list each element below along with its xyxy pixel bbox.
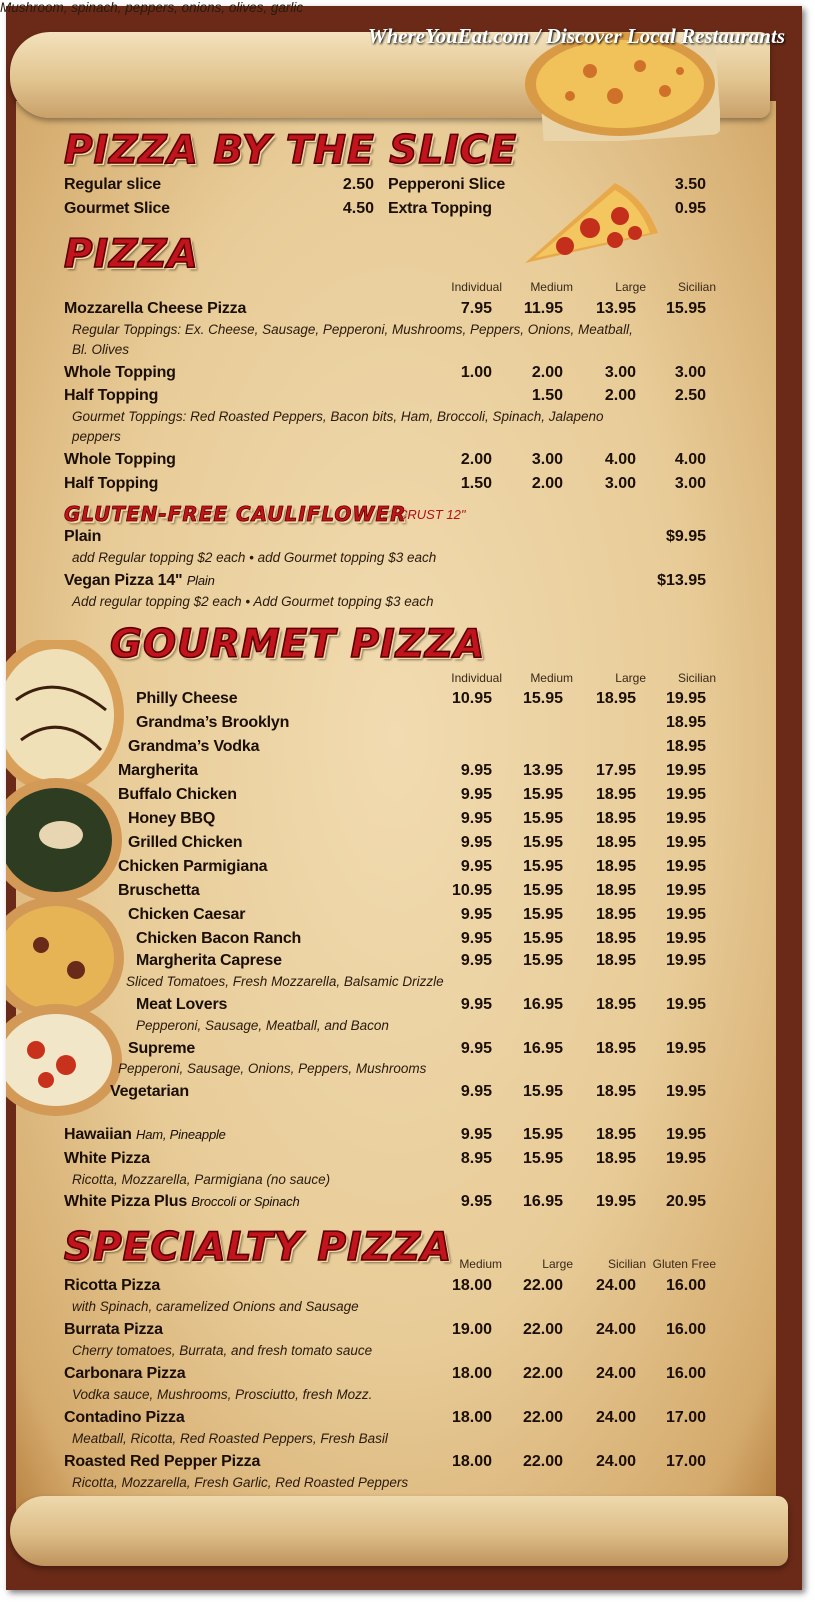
specialty-price: 22.00 (522, 1321, 563, 1338)
gourmet-price: 19.95 (665, 952, 706, 969)
price-large: 3.00 (604, 475, 636, 492)
specialty-item-name: Ricotta Pizza (64, 1277, 161, 1294)
toppings-note-cont: Bl. Olives (72, 342, 130, 357)
gourmet-price: 19.95 (665, 930, 706, 947)
gourmet-price: 15.95 (522, 690, 563, 707)
item-name: Supreme (128, 1040, 196, 1057)
item-name: Chicken Parmigiana (118, 858, 268, 875)
specialty-item-name: Burrata Pizza (64, 1321, 163, 1338)
item-name: Vegetarian (110, 1083, 189, 1100)
gourmet-item-name (136, 714, 289, 732)
site-banner[interactable]: WhereYouEat.com / Discover Local Restaurants (367, 24, 785, 48)
specialty-price: 16.00 (665, 1321, 706, 1338)
price-individual: 1.50 (460, 475, 492, 492)
gourmet-price: 19.95 (665, 1040, 706, 1057)
specialty-price: 24.00 (595, 1409, 636, 1426)
item-name: Whole Topping (64, 364, 176, 381)
item-name: Chicken Bacon Ranch (136, 930, 302, 947)
gourmet-item-name (136, 996, 227, 1014)
gourmet-price: 19.95 (665, 834, 706, 851)
gourmet-price: 13.95 (522, 762, 563, 779)
gourmet-item-name (118, 858, 267, 876)
specialty-item-name: Roasted Red Pepper Pizza (64, 1453, 261, 1470)
gourmet-price: 18.95 (595, 1040, 636, 1057)
gourmet-price: 8.95 (460, 1150, 492, 1167)
gourmet-price: 18.95 (595, 1150, 636, 1167)
gluten-free-title: GLUTEN-FREE CAULIFLOWER (64, 502, 407, 526)
column-header: Large (615, 671, 646, 685)
gourmet-item-name (118, 786, 237, 804)
item-name: Vegan Pizza 14" (64, 572, 183, 589)
item-name: Plain (64, 528, 102, 545)
item-aside: Broccoli or Spinach (191, 1194, 300, 1209)
item-name: Regular slice (64, 176, 162, 193)
price-large: 2.00 (604, 387, 636, 404)
item-name-row (64, 572, 215, 590)
specialty-item-desc: Vodka sauce, Mushrooms, Prosciutto, fresh Mozz. (72, 1387, 373, 1402)
column-header: Gluten Free (652, 1257, 716, 1271)
gourmet-item-name (128, 906, 245, 924)
gourmet-item-name (64, 1150, 150, 1168)
gourmet-price: 9.95 (460, 762, 492, 779)
specialty-price: 22.00 (522, 1409, 563, 1426)
gourmet-price: 15.95 (522, 858, 563, 875)
gourmet-item-desc: Pepperoni, Sausage, Onions, Peppers, Mushrooms (118, 1061, 427, 1076)
gourmet-section-title: GOURMET PIZZA (110, 622, 486, 667)
gourmet-price: 19.95 (665, 810, 706, 827)
gourmet-price: 9.95 (460, 952, 492, 969)
price-medium: 2.00 (531, 364, 563, 381)
specialty-price: 24.00 (595, 1365, 636, 1382)
specialty-price: 22.00 (522, 1453, 563, 1470)
gourmet-price: 18.95 (595, 858, 636, 875)
gourmet-item-name (64, 1193, 300, 1211)
item-aside: Ham, Pineapple (136, 1127, 226, 1142)
item-name: Meat Lovers (136, 996, 228, 1013)
gourmet-price: 9.95 (460, 930, 492, 947)
gourmet-price: 19.95 (665, 996, 706, 1013)
slice-section-title: PIZZA BY THE SLICE (64, 128, 517, 173)
gourmet-price: 19.95 (665, 882, 706, 899)
specialty-price: 18.00 (451, 1409, 492, 1426)
item-name: Gourmet Slice (64, 200, 170, 217)
price-large: 4.00 (604, 451, 636, 468)
specialty-price: 19.00 (451, 1321, 492, 1338)
specialty-item-name: Contadino Pizza (64, 1409, 185, 1426)
item-price: 4.50 (342, 200, 374, 217)
gourmet-price: 18.95 (595, 882, 636, 899)
gourmet-item-desc: Ricotta, Mozzarella, Parmigiana (no sauce) (72, 1172, 331, 1187)
item-price: 3.50 (674, 176, 706, 193)
gourmet-price: 19.95 (595, 1193, 636, 1210)
column-header: Individual (451, 671, 502, 685)
column-header: Medium (459, 1257, 502, 1271)
item-price: 2.50 (342, 176, 374, 193)
item-price: 0.95 (674, 200, 706, 217)
gourmet-item-name (128, 810, 215, 828)
item-name: Grilled Chicken (128, 834, 243, 851)
gourmet-price: 19.95 (665, 762, 706, 779)
gourmet-item-name (64, 1126, 226, 1144)
gourmet-price: 18.95 (595, 952, 636, 969)
gourmet-item-name (128, 834, 242, 852)
specialty-price: 16.00 (665, 1277, 706, 1294)
gourmet-price: 19.95 (665, 906, 706, 923)
item-name: Hawaiian (64, 1126, 132, 1143)
item-desc: Add regular topping $2 each • Add Gourmet topping $3 each (72, 594, 434, 609)
specialty-price: 18.00 (451, 1365, 492, 1382)
item-name: Extra Topping (388, 200, 492, 217)
specialty-item-desc: with Spinach, caramelized Onions and Sausage (72, 1299, 359, 1314)
specialty-price: 18.00 (451, 1277, 492, 1294)
item-name: Whole Topping (64, 451, 176, 468)
item-name: Mozzarella Cheese Pizza (64, 300, 247, 317)
item-name: White Pizza (64, 1150, 150, 1167)
gourmet-price: 19.95 (665, 1126, 706, 1143)
item-name: Half Topping (64, 475, 159, 492)
gourmet-price: 15.95 (522, 882, 563, 899)
price-individual: 1.00 (460, 364, 492, 381)
gourmet-price: 19.95 (665, 858, 706, 875)
price-large: 3.00 (604, 364, 636, 381)
gourmet-price: 9.95 (460, 906, 492, 923)
gourmet-price: 9.95 (460, 1040, 492, 1057)
gourmet-price: 15.95 (522, 952, 563, 969)
gourmet-price: 16.95 (522, 1040, 563, 1057)
price-medium: 11.95 (523, 300, 563, 317)
gourmet-price: 9.95 (460, 810, 492, 827)
gourmet-price: 18.95 (665, 714, 706, 731)
gourmet-price: 19.95 (665, 1083, 706, 1100)
gourmet-price: 17.95 (595, 762, 636, 779)
gourmet-price: 10.95 (451, 690, 492, 707)
gourmet-item-desc: Pepperoni, Sausage, Meatball, and Bacon (136, 1018, 389, 1033)
gourmet-price: 9.95 (460, 786, 492, 803)
price-individual: 7.95 (460, 300, 492, 317)
gourmet-item-name (136, 930, 301, 948)
gourmet-price: 18.95 (595, 786, 636, 803)
gourmet-item-desc: Sliced Tomatoes, Fresh Mozzarella, Balsamic Drizzle (126, 974, 444, 989)
item-name: Pepperoni Slice (388, 176, 506, 193)
gourmet-price: 9.95 (460, 996, 492, 1013)
price-sicilian: 3.00 (674, 475, 706, 492)
gourmet-price: 16.95 (522, 996, 563, 1013)
price-sicilian: 3.00 (674, 364, 706, 381)
price-medium: 1.50 (531, 387, 563, 404)
price-medium: 2.00 (531, 475, 563, 492)
price-sicilian: 15.95 (665, 300, 706, 317)
gourmet-item-name (118, 882, 200, 900)
item-name: Grandma’s Brooklyn (136, 714, 290, 731)
gourmet-price: 19.95 (665, 786, 706, 803)
item-name: Honey BBQ (128, 810, 216, 827)
toppings-note: Gourmet Toppings: Red Roasted Peppers, Bacon bits, Ham, Broccoli, Spinach, Jalapeno (72, 409, 604, 424)
column-header: Sicilian (607, 1257, 646, 1271)
item-name: Chicken Caesar (128, 906, 246, 923)
price-sicilian: 2.50 (674, 387, 706, 404)
gourmet-price: 15.95 (522, 1150, 563, 1167)
column-header: Sicilian (677, 280, 716, 294)
item-desc: add Regular topping $2 each • add Gourmet topping $3 each (72, 550, 437, 565)
gourmet-item-desc: Mushroom, spinach, peppers, onions, olives, garlic (0, 0, 304, 15)
specialty-price: 24.00 (595, 1453, 636, 1470)
specialty-price: 17.00 (665, 1409, 706, 1426)
price-sicilian: 4.00 (674, 451, 706, 468)
specialty-price: 22.00 (522, 1365, 563, 1382)
specialty-item-desc: Ricotta, Mozzarella, Fresh Garlic, Red Roasted Peppers (72, 1475, 409, 1490)
item-name: Buffalo Chicken (118, 786, 237, 803)
gourmet-item-name (128, 738, 259, 756)
gourmet-price: 15.95 (522, 786, 563, 803)
gourmet-price: 15.95 (522, 810, 563, 827)
gourmet-price: 20.95 (665, 1193, 706, 1210)
item-price: $9.95 (665, 528, 706, 545)
column-header: Medium (530, 280, 573, 294)
column-header: Large (615, 280, 646, 294)
gourmet-price: 9.95 (460, 834, 492, 851)
specialty-section-title: SPECIALTY PIZZA (64, 1225, 453, 1270)
specialty-item-desc: Cherry tomatoes, Burrata, and fresh tomato sauce (72, 1343, 373, 1358)
toppings-note-cont: peppers (72, 429, 121, 444)
gourmet-price: 18.95 (595, 1083, 636, 1100)
specialty-price: 22.00 (522, 1277, 563, 1294)
gourmet-price: 18.95 (595, 930, 636, 947)
specialty-price: 17.00 (665, 1453, 706, 1470)
price-large: 13.95 (595, 300, 636, 317)
gourmet-price: 9.95 (460, 1193, 492, 1210)
specialty-item-desc: Meatball, Ricotta, Red Roasted Peppers, Fresh Basil (72, 1431, 388, 1446)
gourmet-price: 15.95 (522, 906, 563, 923)
gourmet-item-name (118, 762, 198, 780)
gourmet-item-name (110, 1083, 189, 1101)
gourmet-price: 18.95 (595, 834, 636, 851)
gourmet-price: 18.95 (665, 738, 706, 755)
price-individual: 2.00 (460, 451, 492, 468)
item-name: Philly Cheese (136, 690, 238, 707)
price-medium: 3.00 (531, 451, 563, 468)
item-name: Bruschetta (118, 882, 200, 899)
gourmet-price: 18.95 (595, 810, 636, 827)
item-name: Grandma’s Vodka (128, 738, 260, 755)
gourmet-item-name (136, 690, 237, 708)
gourmet-price: 18.95 (595, 906, 636, 923)
crust-size-label: CRUST 12" (398, 507, 466, 522)
column-header: Medium (530, 671, 573, 685)
gourmet-price: 18.95 (595, 996, 636, 1013)
gourmet-item-name (136, 952, 282, 970)
specialty-price: 24.00 (595, 1321, 636, 1338)
gourmet-price: 9.95 (460, 1083, 492, 1100)
item-name: Half Topping (64, 387, 159, 404)
column-header: Sicilian (677, 671, 716, 685)
item-name: White Pizza Plus (64, 1193, 188, 1210)
gourmet-price: 15.95 (522, 1126, 563, 1143)
specialty-price: 16.00 (665, 1365, 706, 1382)
gourmet-price: 15.95 (522, 834, 563, 851)
gourmet-price: 19.95 (665, 690, 706, 707)
specialty-price: 18.00 (451, 1453, 492, 1470)
gourmet-price: 16.95 (522, 1193, 563, 1210)
gourmet-price: 18.95 (595, 690, 636, 707)
toppings-note: Regular Toppings: Ex. Cheese, Sausage, Pepperoni, Mushrooms, Peppers, Onions, Meatball, (72, 322, 633, 337)
gourmet-price: 9.95 (460, 1126, 492, 1143)
pizza-section-title: PIZZA (64, 232, 199, 277)
item-price: $13.95 (657, 572, 706, 589)
gourmet-price: 9.95 (460, 858, 492, 875)
gourmet-price: 15.95 (522, 930, 563, 947)
gourmet-price: 15.95 (522, 1083, 563, 1100)
item-aside: Plain (186, 573, 215, 588)
column-header: Individual (451, 280, 502, 294)
item-name: Margherita Caprese (136, 952, 282, 969)
gourmet-item-name (128, 1040, 195, 1058)
gourmet-price: 19.95 (665, 1150, 706, 1167)
specialty-item-name: Carbonara Pizza (64, 1365, 186, 1382)
item-name: Margherita (118, 762, 198, 779)
gourmet-price: 10.95 (451, 882, 492, 899)
column-header: Large (542, 1257, 573, 1271)
specialty-price: 24.00 (595, 1277, 636, 1294)
gourmet-price: 18.95 (595, 1126, 636, 1143)
